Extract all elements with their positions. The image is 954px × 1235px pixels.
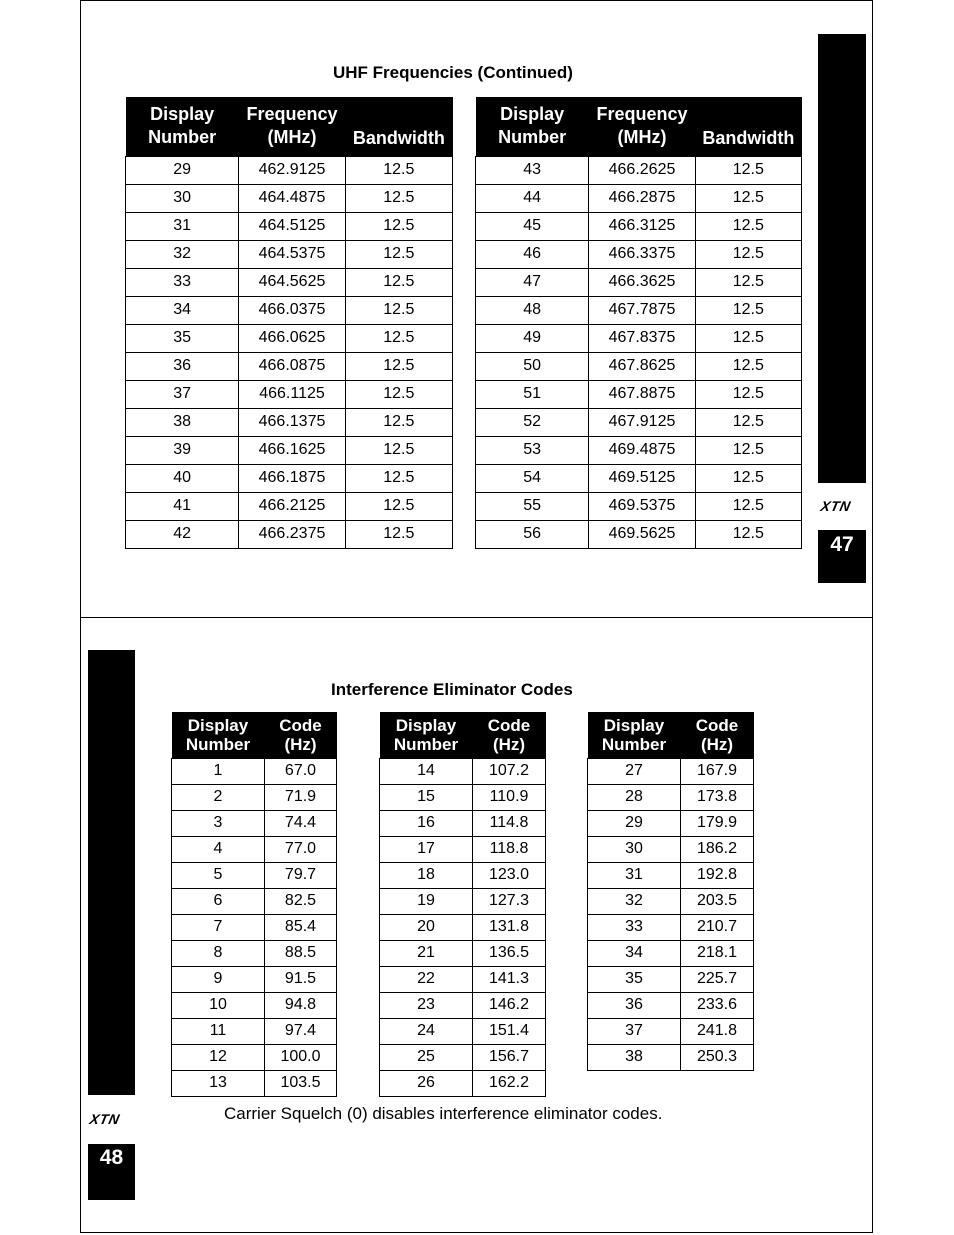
table-row <box>588 992 754 1018</box>
table-cell: 17 <box>380 836 473 862</box>
table-cell: 167.9 <box>681 758 754 784</box>
table-row <box>380 784 546 810</box>
table-cell: 12.5 <box>345 324 452 352</box>
table-row <box>172 1044 337 1070</box>
table-cell: 469.5375 <box>589 492 695 520</box>
table-row <box>172 758 337 784</box>
table-row <box>126 240 453 268</box>
table-cell: 36 <box>126 352 239 380</box>
header-bandwidth: Bandwidth <box>345 97 452 156</box>
table-row <box>588 810 754 836</box>
table-row <box>380 940 546 966</box>
uhf-table-right <box>475 97 802 549</box>
table-cell: 1 <box>172 758 265 784</box>
table-cell: 82.5 <box>265 888 337 914</box>
table-row <box>476 408 802 436</box>
table-row <box>476 464 802 492</box>
table-cell: 12.5 <box>345 240 452 268</box>
table-cell: 34 <box>126 296 239 324</box>
side-tab-bottom <box>88 650 135 1095</box>
table-cell: 467.8875 <box>589 380 695 408</box>
table-row <box>172 940 337 966</box>
table-cell: 136.5 <box>473 940 546 966</box>
table-row <box>380 1070 546 1096</box>
table-row <box>126 436 453 464</box>
table-row <box>476 520 802 548</box>
table-cell: 47 <box>476 268 589 296</box>
table-cell: 123.0 <box>473 862 546 888</box>
xtn-logo-top: XTN <box>819 498 853 514</box>
table-cell: 67.0 <box>265 758 337 784</box>
table-row <box>588 940 754 966</box>
table-cell: 20 <box>380 914 473 940</box>
table-cell: 12.5 <box>695 156 801 184</box>
table-cell: 162.2 <box>473 1070 546 1096</box>
table-row <box>172 914 337 940</box>
table-cell: 466.2125 <box>239 492 345 520</box>
table-cell: 24 <box>380 1018 473 1044</box>
table-row <box>476 212 802 240</box>
table-cell: 210.7 <box>681 914 754 940</box>
table-cell: 103.5 <box>265 1070 337 1096</box>
table-row <box>380 966 546 992</box>
page-number-47: 47 <box>818 530 866 583</box>
table-row <box>126 296 453 324</box>
table-cell: 110.9 <box>473 784 546 810</box>
table-cell: 53 <box>476 436 589 464</box>
table-cell: 27 <box>588 758 681 784</box>
header-display-number: Display Number <box>588 712 681 758</box>
table-cell: 114.8 <box>473 810 546 836</box>
table-cell: 12.5 <box>695 436 801 464</box>
table-cell: 48 <box>476 296 589 324</box>
table-cell: 44 <box>476 184 589 212</box>
header-code: Code (Hz) <box>473 712 546 758</box>
table-cell: 469.4875 <box>589 436 695 464</box>
table-cell: 45 <box>476 212 589 240</box>
page-divider <box>80 617 873 618</box>
table-cell: 12.5 <box>345 380 452 408</box>
table-cell: 464.4875 <box>239 184 345 212</box>
table-cell: 467.8375 <box>589 324 695 352</box>
table-cell: 203.5 <box>681 888 754 914</box>
table-cell: 146.2 <box>473 992 546 1018</box>
table-cell: 33 <box>126 268 239 296</box>
table-cell: 41 <box>126 492 239 520</box>
table-cell: 466.2625 <box>589 156 695 184</box>
header-code: Code (Hz) <box>681 712 754 758</box>
header-display-number: Display Number <box>126 97 239 156</box>
table-cell: 241.8 <box>681 1018 754 1044</box>
table-cell: 30 <box>588 836 681 862</box>
table-cell: 42 <box>126 520 239 548</box>
table-row <box>476 296 802 324</box>
table-row <box>380 862 546 888</box>
table-cell: 22 <box>380 966 473 992</box>
table-row <box>126 492 453 520</box>
table-cell: 14 <box>380 758 473 784</box>
table-row <box>126 464 453 492</box>
table-cell: 18 <box>380 862 473 888</box>
table-cell: 218.1 <box>681 940 754 966</box>
table-cell: 12.5 <box>695 352 801 380</box>
table-row <box>588 1018 754 1044</box>
table-row <box>380 1018 546 1044</box>
table-cell: 51 <box>476 380 589 408</box>
table-cell: 5 <box>172 862 265 888</box>
table-cell: 37 <box>588 1018 681 1044</box>
table-cell: 466.3125 <box>589 212 695 240</box>
iec-table-1 <box>171 712 337 1097</box>
table-cell: 467.7875 <box>589 296 695 324</box>
table-cell: 12.5 <box>695 324 801 352</box>
table-cell: 12.5 <box>695 408 801 436</box>
table-cell: 186.2 <box>681 836 754 862</box>
table-row <box>126 324 453 352</box>
table-cell: 464.5375 <box>239 240 345 268</box>
table-cell: 34 <box>588 940 681 966</box>
table-cell: 52 <box>476 408 589 436</box>
table-row <box>172 888 337 914</box>
table-cell: 118.8 <box>473 836 546 862</box>
table-cell: 127.3 <box>473 888 546 914</box>
table-cell: 31 <box>588 862 681 888</box>
table-row <box>126 520 453 548</box>
table-cell: 173.8 <box>681 784 754 810</box>
table-cell: 12.5 <box>345 156 452 184</box>
table-row <box>126 268 453 296</box>
table-row <box>126 352 453 380</box>
table-cell: 12.5 <box>345 464 452 492</box>
table-cell: 12.5 <box>695 240 801 268</box>
table-row <box>588 784 754 810</box>
table-cell: 466.3625 <box>589 268 695 296</box>
table-cell: 31 <box>126 212 239 240</box>
table-row <box>172 1018 337 1044</box>
table-row <box>476 492 802 520</box>
table-cell: 2 <box>172 784 265 810</box>
table-cell: 12.5 <box>345 268 452 296</box>
table-row <box>588 758 754 784</box>
table-row <box>380 888 546 914</box>
table-cell: 466.2375 <box>239 520 345 548</box>
header-frequency: Frequency (MHz) <box>239 97 345 156</box>
table-cell: 12.5 <box>695 492 801 520</box>
table-cell: 12.5 <box>345 184 452 212</box>
table-cell: 100.0 <box>265 1044 337 1070</box>
table-cell: 23 <box>380 992 473 1018</box>
table-row <box>588 966 754 992</box>
table-cell: 38 <box>126 408 239 436</box>
table-row <box>172 862 337 888</box>
table-cell: 85.4 <box>265 914 337 940</box>
table-row <box>126 212 453 240</box>
table-cell: 464.5125 <box>239 212 345 240</box>
header-display-number: Display Number <box>476 97 589 156</box>
table-cell: 9 <box>172 966 265 992</box>
table-cell: 12.5 <box>695 380 801 408</box>
table-cell: 151.4 <box>473 1018 546 1044</box>
table-cell: 39 <box>126 436 239 464</box>
table-cell: 36 <box>588 992 681 1018</box>
header-frequency: Frequency (MHz) <box>589 97 695 156</box>
header-bandwidth: Bandwidth <box>695 97 801 156</box>
table-cell: 55 <box>476 492 589 520</box>
uhf-table-left <box>125 97 453 549</box>
table-row <box>588 862 754 888</box>
table-cell: 4 <box>172 836 265 862</box>
table-cell: 3 <box>172 810 265 836</box>
table-cell: 12.5 <box>345 520 452 548</box>
table-cell: 12.5 <box>695 212 801 240</box>
table-cell: 91.5 <box>265 966 337 992</box>
table-cell: 464.5625 <box>239 268 345 296</box>
table-cell: 12.5 <box>345 352 452 380</box>
table-cell: 97.4 <box>265 1018 337 1044</box>
table-cell: 12.5 <box>345 408 452 436</box>
table-row <box>588 888 754 914</box>
table-row <box>588 836 754 862</box>
table-cell: 77.0 <box>265 836 337 862</box>
table-cell: 43 <box>476 156 589 184</box>
table-cell: 19 <box>380 888 473 914</box>
table-row <box>476 240 802 268</box>
table-cell: 35 <box>126 324 239 352</box>
table-row <box>380 992 546 1018</box>
table-cell: 225.7 <box>681 966 754 992</box>
table-row <box>172 784 337 810</box>
header-display-number: Display Number <box>380 712 473 758</box>
table-cell: 466.1875 <box>239 464 345 492</box>
table-cell: 26 <box>380 1070 473 1096</box>
table-cell: 12 <box>172 1044 265 1070</box>
table-row <box>380 810 546 836</box>
table-cell: 466.1625 <box>239 436 345 464</box>
table-cell: 29 <box>126 156 239 184</box>
iec-footnote: Carrier Squelch (0) disables interference eliminator codes. <box>224 1104 663 1123</box>
table-row <box>476 324 802 352</box>
table-cell: 12.5 <box>695 296 801 324</box>
iec-table-2 <box>379 712 546 1097</box>
table-row <box>172 1070 337 1096</box>
table-cell: 11 <box>172 1018 265 1044</box>
table-row <box>172 966 337 992</box>
table-cell: 462.9125 <box>239 156 345 184</box>
table-row <box>476 436 802 464</box>
table-cell: 40 <box>126 464 239 492</box>
table-row <box>476 352 802 380</box>
uhf-title: UHF Frequencies (Continued) <box>333 63 573 82</box>
table-cell: 12.5 <box>695 268 801 296</box>
table-cell: 29 <box>588 810 681 836</box>
table-cell: 179.9 <box>681 810 754 836</box>
table-cell: 33 <box>588 914 681 940</box>
table-cell: 38 <box>588 1044 681 1070</box>
table-cell: 141.3 <box>473 966 546 992</box>
table-cell: 466.0625 <box>239 324 345 352</box>
table-cell: 71.9 <box>265 784 337 810</box>
table-cell: 12.5 <box>695 184 801 212</box>
table-cell: 12.5 <box>695 520 801 548</box>
side-tab-top <box>818 34 866 483</box>
table-row <box>588 914 754 940</box>
table-cell: 107.2 <box>473 758 546 784</box>
table-cell: 156.7 <box>473 1044 546 1070</box>
table-cell: 7 <box>172 914 265 940</box>
table-row <box>172 810 337 836</box>
table-row <box>476 184 802 212</box>
table-cell: 28 <box>588 784 681 810</box>
table-cell: 469.5125 <box>589 464 695 492</box>
table-row <box>126 408 453 436</box>
table-cell: 30 <box>126 184 239 212</box>
table-cell: 12.5 <box>345 296 452 324</box>
table-cell: 12.5 <box>345 492 452 520</box>
table-cell: 466.0375 <box>239 296 345 324</box>
table-cell: 466.2875 <box>589 184 695 212</box>
table-cell: 32 <box>588 888 681 914</box>
table-cell: 56 <box>476 520 589 548</box>
table-row <box>476 380 802 408</box>
table-cell: 94.8 <box>265 992 337 1018</box>
header-display-number: Display Number <box>172 712 265 758</box>
table-cell: 13 <box>172 1070 265 1096</box>
table-cell: 88.5 <box>265 940 337 966</box>
table-cell: 469.5625 <box>589 520 695 548</box>
table-cell: 8 <box>172 940 265 966</box>
table-cell: 467.9125 <box>589 408 695 436</box>
table-row <box>172 836 337 862</box>
table-cell: 15 <box>380 784 473 810</box>
table-cell: 74.4 <box>265 810 337 836</box>
table-cell: 233.6 <box>681 992 754 1018</box>
table-cell: 49 <box>476 324 589 352</box>
table-row <box>588 1044 754 1070</box>
page-number-48: 48 <box>88 1144 135 1200</box>
table-cell: 6 <box>172 888 265 914</box>
table-row <box>380 1044 546 1070</box>
iec-table-3 <box>587 712 754 1071</box>
table-row <box>126 184 453 212</box>
table-cell: 466.1375 <box>239 408 345 436</box>
table-cell: 12.5 <box>345 436 452 464</box>
table-row <box>476 156 802 184</box>
table-cell: 131.8 <box>473 914 546 940</box>
table-cell: 54 <box>476 464 589 492</box>
table-row <box>172 992 337 1018</box>
table-cell: 466.0875 <box>239 352 345 380</box>
table-cell: 466.1125 <box>239 380 345 408</box>
table-cell: 12.5 <box>695 464 801 492</box>
table-cell: 12.5 <box>345 212 452 240</box>
table-cell: 466.3375 <box>589 240 695 268</box>
table-cell: 21 <box>380 940 473 966</box>
table-cell: 192.8 <box>681 862 754 888</box>
table-cell: 79.7 <box>265 862 337 888</box>
table-cell: 16 <box>380 810 473 836</box>
table-row <box>476 268 802 296</box>
iec-title: Interference Eliminator Codes <box>331 680 573 699</box>
xtn-logo-bottom: XTN <box>88 1111 122 1127</box>
table-cell: 50 <box>476 352 589 380</box>
table-cell: 25 <box>380 1044 473 1070</box>
header-code: Code (Hz) <box>265 712 337 758</box>
table-row <box>380 758 546 784</box>
table-cell: 46 <box>476 240 589 268</box>
table-cell: 467.8625 <box>589 352 695 380</box>
table-cell: 32 <box>126 240 239 268</box>
table-row <box>126 380 453 408</box>
table-row <box>380 914 546 940</box>
table-cell: 35 <box>588 966 681 992</box>
table-cell: 10 <box>172 992 265 1018</box>
table-row <box>380 836 546 862</box>
table-row <box>126 156 453 184</box>
table-cell: 37 <box>126 380 239 408</box>
table-cell: 250.3 <box>681 1044 754 1070</box>
